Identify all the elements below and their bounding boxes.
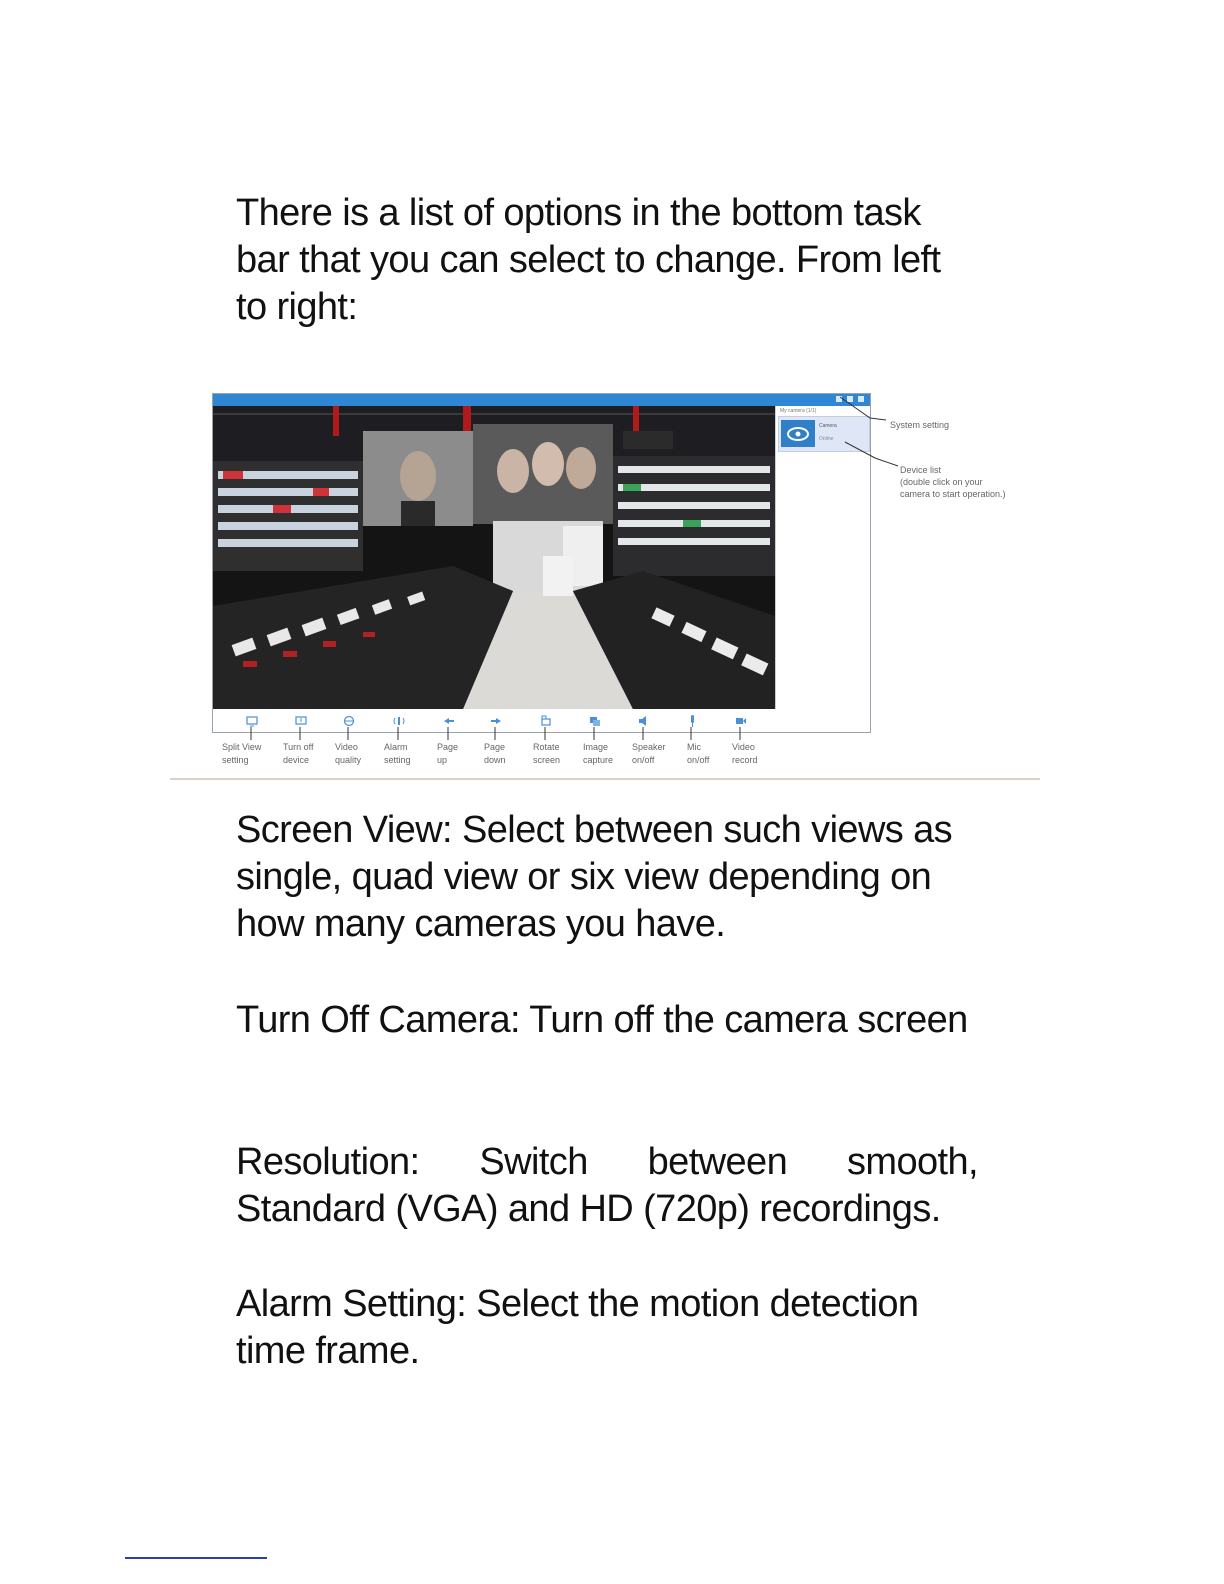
speaker-label: Speaker on/off: [632, 742, 666, 765]
page-up-label: Page up: [437, 742, 459, 765]
device-list-callout-line-3: camera to start operation.): [900, 489, 1006, 499]
device-list-callout-line-2: (double click on your: [900, 477, 983, 487]
turn-off-camera-description: Turn Off Camera: Turn off the camera screen: [236, 999, 968, 1041]
image-capture-label: Image capture: [583, 742, 614, 765]
alarm-setting-description: Alarm Setting: Select the motion detection time frame.: [236, 1283, 919, 1372]
resolution-description: Resolution: Switch between smooth, Standard (VGA) and HD (720p) recordings.: [236, 1141, 978, 1230]
device-list-header: My camera (1/1): [780, 408, 817, 414]
device-list-callout-line-1: Device list: [900, 465, 942, 475]
video-quality-label: Video quality: [335, 742, 362, 765]
callout-lines: [0, 0, 1224, 790]
mic-label: Mic on/off: [687, 742, 710, 765]
turn-off-device-label: Turn off device: [283, 742, 314, 765]
device-name: Camera: [819, 423, 837, 429]
rotate-screen-label: Rotate screen: [533, 742, 561, 765]
page-down-label: Page down: [484, 742, 506, 765]
video-record-label: Video record: [732, 742, 758, 765]
divider: [170, 778, 1040, 780]
device-status: Online: [819, 436, 834, 442]
screen-view-description: Screen View: Select between such views as single, quad view or six view depending on how many cameras you have.: [236, 809, 953, 945]
app-screenshot-figure: [0, 0, 1224, 790]
alarm-setting-label: Alarm setting: [384, 742, 411, 765]
intro-paragraph: There is a list of options in the bottom task bar that you can select to change. From left to right:: [236, 192, 941, 328]
system-setting-callout: System setting: [890, 420, 950, 430]
footer-rule: [125, 1557, 267, 1559]
split-view-label: Split View setting: [222, 742, 262, 765]
